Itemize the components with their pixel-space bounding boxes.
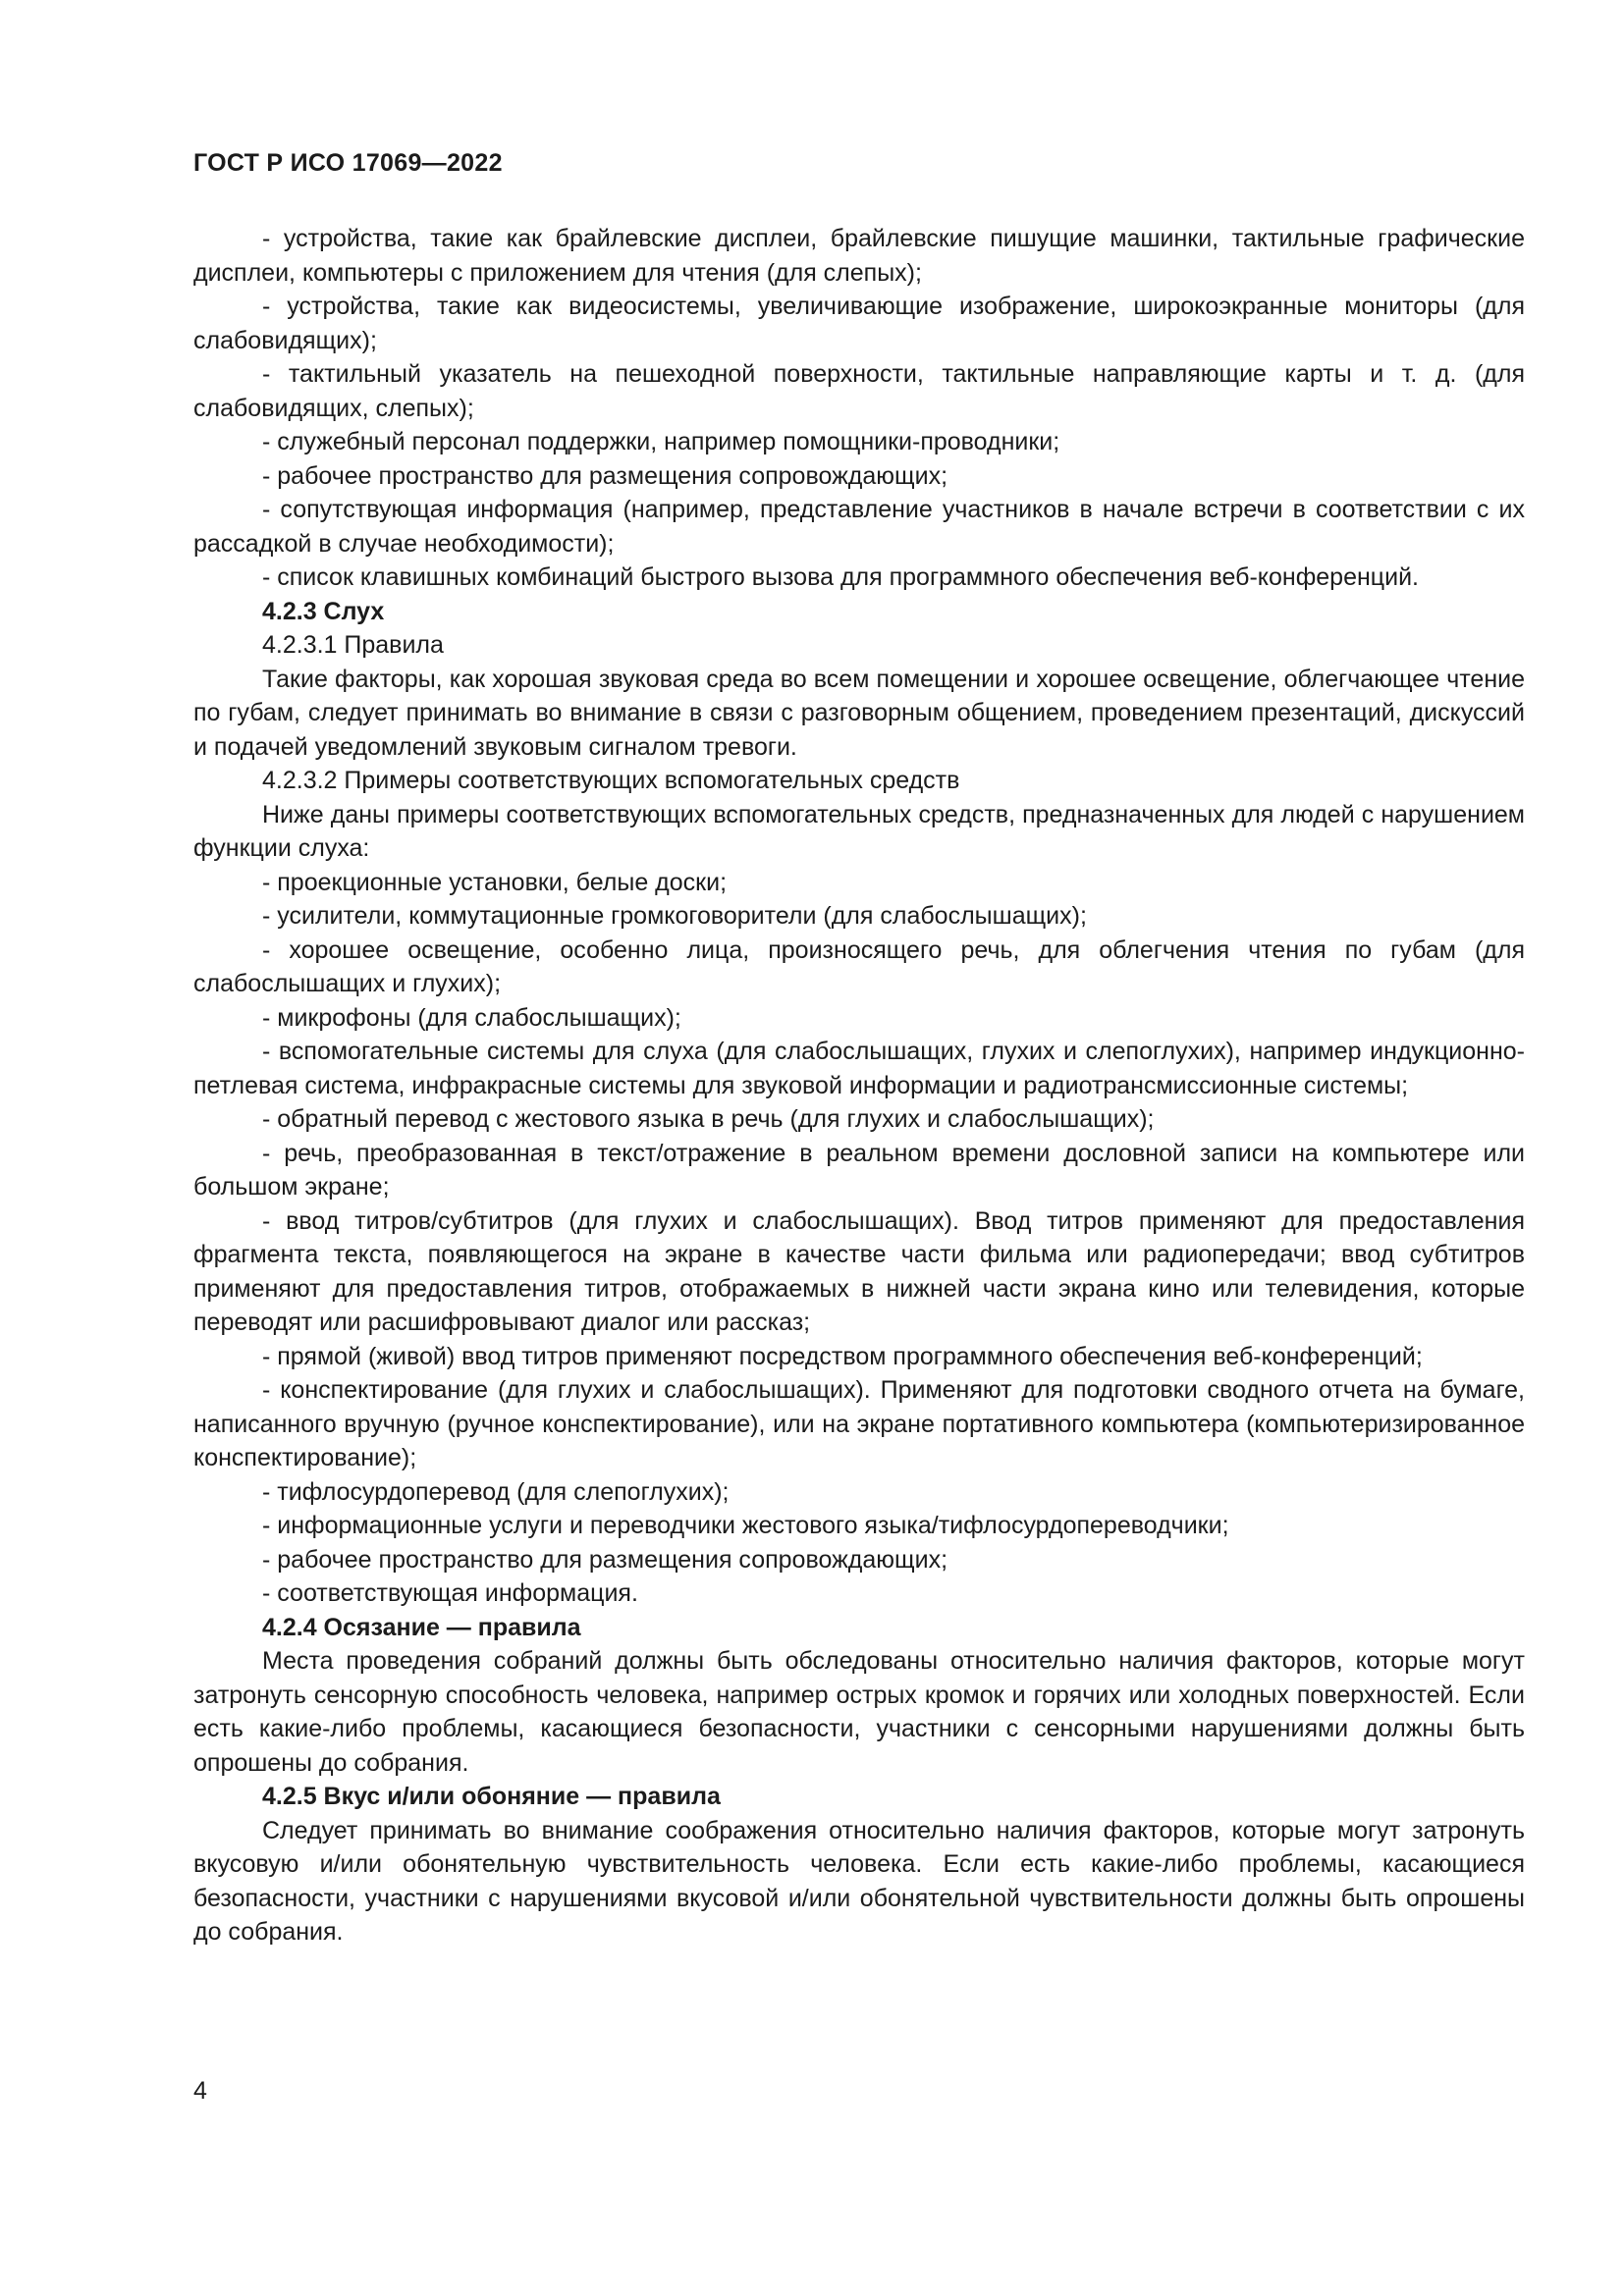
list-item: - список клавишных комбинаций быстрого вызова для программного обеспечения веб-конференций. — [262, 563, 1419, 591]
section-heading: 4.2.4 Осязание — правила — [262, 1613, 581, 1641]
list-item: - обратный перевод с жестового языка в речь (для глухих и слабослышащих); — [262, 1105, 1155, 1133]
list-item: - рабочее пространство для размещения сопровождающих; — [262, 1545, 948, 1574]
list-item: - тифлосурдоперевод (для слепоглухих); — [262, 1477, 730, 1506]
list-item: - тактильный указатель на пешеходной поверхности, тактильные направляющие карты и т. д. (для слабовидящих, слепых); — [193, 360, 1525, 422]
subsection-heading: 4.2.3.1 Правила — [262, 631, 444, 659]
paragraph: Места проведения собраний должны быть обследованы относительно наличия факторов, которые могут затронуть сенсорную способность человека, например острых кромок и горячих или холодных поверхностей. Если есть какие-либо проблемы, касающиеся безопасности, участники с сенсорными нарушениями должны быть опрошены до собрания. — [193, 1647, 1525, 1777]
list-item: - сопутствующая информация (например, представление участников в начале встречи в соответствии с их рассадкой в случае необходимости); — [193, 496, 1525, 558]
page-number: 4 — [193, 2077, 207, 2105]
list-item: - прямой (живой) ввод титров применяют посредством программного обеспечения веб-конференций; — [262, 1342, 1423, 1370]
list-item: - конспектирование (для глухих и слабослышащих). Применяют для подготовки сводного отчета на бумаге, написанного вручную (ручное конспектирование), или на экране портативного компьютера (компьютеризированное конспектирование); — [193, 1376, 1525, 1471]
document-body — [193, 222, 1525, 1949]
list-item: - ввод титров/субтитров (для глухих и слабослышащих). Ввод титров применяют для предоставления фрагмента текста, появляющегося на экране в качестве части фильма или радиопередачи; ввод субтитров применяют для предоставления титров, отображаемых в нижней части экрана кино или телевидения, которые переводят или расшифровывают диалог или рассказ; — [193, 1206, 1525, 1336]
list-item: - устройства, такие как видеосистемы, увеличивающие изображение, широкоэкранные мониторы (для слабовидящих); — [193, 293, 1525, 354]
list-item: - информационные услуги и переводчики жестового языка/тифлосурдопереводчики; — [262, 1512, 1229, 1539]
section-heading: 4.2.3 Слух — [262, 597, 385, 625]
list-item: - служебный персонал поддержки, например помощники-проводники; — [262, 428, 1060, 455]
list-item: - устройства, такие как брайлевские дисплеи, брайлевские пишущие машинки, тактильные графические дисплеи, компьютеры с приложением для чтения (для слепых); — [193, 225, 1525, 287]
list-item: - проекционные установки, белые доски; — [262, 868, 728, 896]
list-item: - хорошее освещение, особенно лица, произносящего речь, для облегчения чтения по губам (для слабослышащих и глухих); — [193, 935, 1525, 997]
list-item: - микрофоны (для слабослышащих); — [262, 1003, 681, 1032]
list-item: - вспомогательные системы для слуха (для слабослышащих, глухих и слепоглухих), например индукционно-петлевая система, инфракрасные системы для звуковой информации и радиотрансмиссионные системы; — [193, 1038, 1525, 1099]
section-heading: 4.2.5 Вкус и/или обоняние — правила — [262, 1783, 721, 1810]
paragraph: Такие факторы, как хорошая звуковая среда во всем помещении и хорошее освещение, облегчающее чтение по губам, следует принимать во внимание в связи с разговорным общением, проведением презентаций, дискуссий и подачей уведомлений звуковым сигналом тревоги. — [193, 665, 1525, 761]
list-item: - рабочее пространство для размещения сопровождающих; — [262, 461, 948, 490]
paragraph: Ниже даны примеры соответствующих вспомогательных средств, предназначенных для людей с нарушением функции слуха: — [193, 800, 1525, 862]
document-header: ГОСТ Р ИСО 17069—2022 — [193, 149, 503, 177]
list-item: - соответствующая информация. — [262, 1579, 638, 1607]
list-item: - речь, преобразованная в текст/отражение в реальном времени дословной записи на компьютере или большом экране; — [193, 1139, 1525, 1201]
subsection-heading: 4.2.3.2 Примеры соответствующих вспомогательных средств — [262, 767, 960, 794]
paragraph: Следует принимать во внимание соображения относительно наличия факторов, которые могут затронуть вкусовую и/или обонятельную чувствительность человека. Если есть какие-либо проблемы, касающиеся безопасности, участники с нарушениями вкусовой и/или обонятельной чувствительности должны быть опрошены до собрания. — [193, 1816, 1525, 1946]
list-item: - усилители, коммутационные громкоговорители (для слабослышащих); — [262, 902, 1087, 930]
